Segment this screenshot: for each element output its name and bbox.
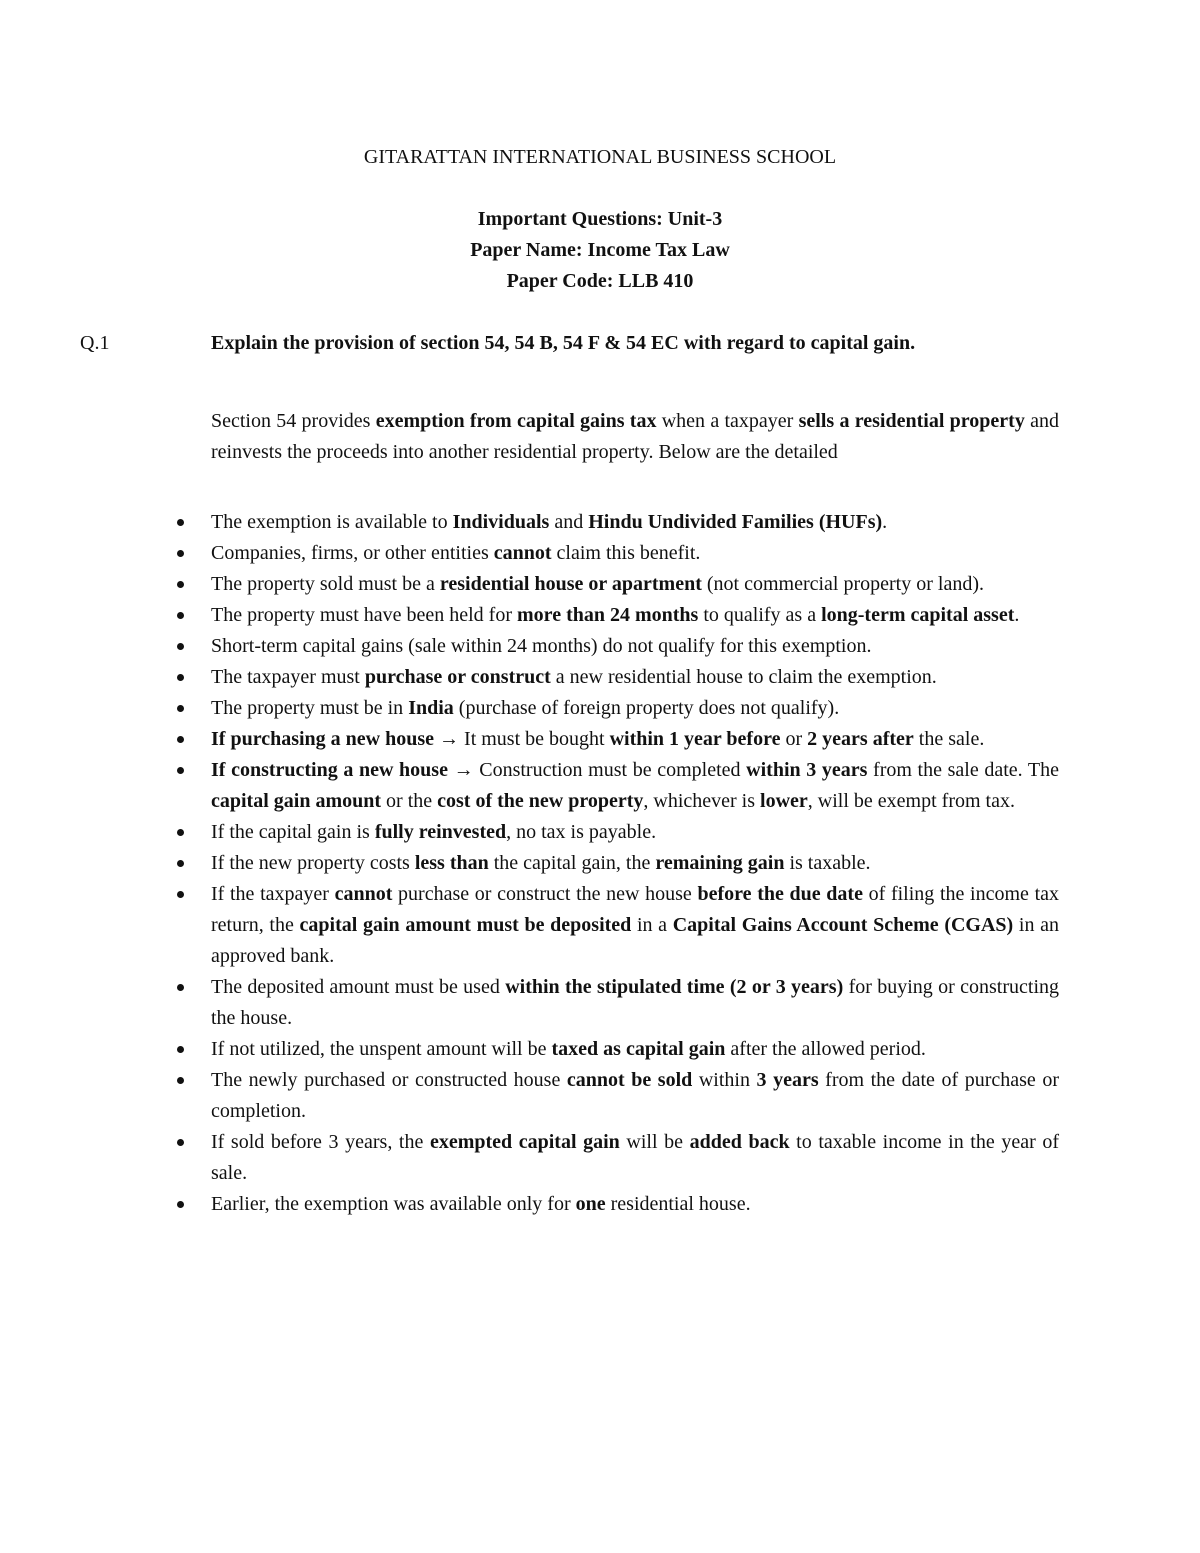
text-run: The deposited amount must be used bbox=[211, 976, 506, 998]
text-run: If not utilized, the unspent amount will be bbox=[211, 1038, 552, 1060]
text-run: to taxable income in the year of sale. bbox=[211, 1131, 1059, 1184]
text-run: , will be exempt from tax. bbox=[807, 790, 1015, 812]
list-item bbox=[211, 848, 1059, 879]
bold-text: 3 years bbox=[756, 1069, 819, 1091]
text-run: to qualify as a bbox=[698, 604, 822, 626]
text-run: The property sold must be a bbox=[211, 573, 440, 595]
bold-text: within 3 years bbox=[746, 759, 868, 781]
text-run: the sale. bbox=[913, 728, 985, 750]
text-run: and reinvests the proceeds into another residential property. Below are the detailed bbox=[211, 410, 1059, 463]
list-item bbox=[211, 972, 1059, 1034]
text-run: , no tax is payable. bbox=[506, 821, 657, 843]
bold-text: Individuals bbox=[452, 511, 550, 533]
text-run: , whichever is bbox=[643, 790, 761, 812]
text-run: or bbox=[780, 728, 808, 750]
bold-text: more than 24 months bbox=[517, 604, 699, 626]
text-run: If the taxpayer bbox=[211, 883, 335, 905]
text-run: . bbox=[882, 511, 888, 533]
list-item bbox=[211, 507, 1059, 538]
text-run: a new residential house to claim the exemption. bbox=[550, 666, 937, 688]
list-item bbox=[211, 724, 1059, 755]
list-item bbox=[211, 693, 1059, 724]
bold-text: cannot bbox=[334, 883, 393, 905]
text-run: in a bbox=[631, 914, 673, 936]
bold-text: If constructing a new house bbox=[211, 759, 448, 781]
bold-text: capital gain amount must be deposited bbox=[299, 914, 632, 936]
text-run: (purchase of foreign property does not qualify). bbox=[453, 697, 840, 719]
text-run: or the bbox=[381, 790, 438, 812]
bold-text: taxed as capital gain bbox=[551, 1038, 726, 1060]
text-run: Section 54 provides bbox=[211, 410, 376, 432]
paper-code: Paper Code: LLB 410 bbox=[506, 270, 694, 292]
unit-heading: Important Questions: Unit-3 bbox=[477, 208, 723, 230]
text-run: for buying or constructing the house. bbox=[211, 976, 1059, 1029]
text-run: . bbox=[1014, 604, 1020, 626]
text-run: → It must be bought bbox=[434, 728, 610, 750]
text-run: The property must have been held for bbox=[211, 604, 518, 626]
text-run: is taxable. bbox=[784, 852, 871, 874]
list-item bbox=[211, 755, 1059, 817]
text-run: Short-term capital gains (sale within 24 months) do not qualify for this exemption. bbox=[211, 635, 872, 657]
intro-paragraph bbox=[211, 406, 1059, 468]
bold-text: residential house or apartment bbox=[439, 573, 702, 595]
bullet-list bbox=[211, 507, 1059, 1220]
school-name: GITARATTAN INTERNATIONAL BUSINESS SCHOOL bbox=[363, 146, 837, 168]
text-run: The newly purchased or constructed house bbox=[211, 1069, 567, 1091]
list-item bbox=[211, 879, 1059, 972]
bold-text: exemption from capital gains tax bbox=[375, 410, 657, 432]
text-run: If the capital gain is bbox=[211, 821, 375, 843]
bold-text: exempted capital gain bbox=[429, 1131, 620, 1153]
list-item bbox=[211, 662, 1059, 693]
bold-text: less than bbox=[414, 852, 489, 874]
bold-text: cannot bbox=[493, 542, 552, 564]
text-run: If the new property costs bbox=[211, 852, 415, 874]
text-run: the capital gain, the bbox=[488, 852, 656, 874]
text-run: residential house. bbox=[605, 1193, 751, 1215]
text-run: (not commercial property or land). bbox=[701, 573, 984, 595]
text-run: will be bbox=[619, 1131, 690, 1153]
list-item bbox=[211, 600, 1059, 631]
list-item bbox=[211, 1034, 1059, 1065]
text-run: after the allowed period. bbox=[725, 1038, 926, 1060]
text-run: in an approved bank. bbox=[211, 914, 1059, 967]
list-item bbox=[211, 569, 1059, 600]
text-run: claim this benefit. bbox=[551, 542, 701, 564]
bold-text: India bbox=[408, 697, 454, 719]
text-run: of filing the income tax return, the bbox=[211, 883, 1059, 936]
list-item bbox=[211, 1065, 1059, 1127]
bold-text: sells a residential property bbox=[798, 410, 1025, 432]
list-item bbox=[211, 1189, 1059, 1220]
bold-text: remaining gain bbox=[655, 852, 785, 874]
bold-text: lower bbox=[760, 790, 808, 812]
bold-text: within 1 year before bbox=[609, 728, 781, 750]
list-item bbox=[211, 538, 1059, 569]
bold-text: cost of the new property bbox=[437, 790, 644, 812]
text-run: The exemption is available to bbox=[211, 511, 453, 533]
bold-text: cannot be sold bbox=[566, 1069, 693, 1091]
text-run: Companies, firms, or other entities bbox=[211, 542, 494, 564]
text-run: when a taxpayer bbox=[656, 410, 799, 432]
text-run: from the sale date. The bbox=[867, 759, 1060, 781]
question-text: Explain the provision of section 54, 54 B, 54 F & 54 EC with regard to capital gain. bbox=[211, 332, 916, 354]
text-run: The property must be in bbox=[211, 697, 409, 719]
bold-text: Capital Gains Account Scheme (CGAS) bbox=[672, 914, 1014, 936]
paper-name: Paper Name: Income Tax Law bbox=[470, 239, 730, 261]
bold-text: fully reinvested bbox=[374, 821, 507, 843]
text-run: purchase or construct the new house bbox=[392, 883, 698, 905]
list-item bbox=[211, 1127, 1059, 1189]
bold-text: one bbox=[575, 1193, 606, 1215]
list-item bbox=[211, 817, 1059, 848]
bold-text: If purchasing a new house bbox=[211, 728, 435, 750]
bold-text: added back bbox=[689, 1131, 790, 1153]
text-run: The taxpayer must bbox=[211, 666, 365, 688]
text-run: and bbox=[549, 511, 589, 533]
list-item bbox=[211, 631, 1059, 662]
question-number: Q.1 bbox=[80, 332, 110, 354]
text-run: → Construction must be completed bbox=[447, 759, 747, 781]
text-run: Earlier, the exemption was available only for bbox=[211, 1193, 576, 1215]
bold-text: before the due date bbox=[697, 883, 863, 905]
bold-text: long-term capital asset bbox=[821, 604, 1015, 626]
text-run: from the date of purchase or completion. bbox=[211, 1069, 1059, 1122]
text-run: within bbox=[692, 1069, 757, 1091]
bold-text: capital gain amount bbox=[211, 790, 382, 812]
bold-text: Hindu Undivided Families (HUFs) bbox=[588, 511, 883, 533]
bold-text: 2 years after bbox=[807, 728, 914, 750]
bold-text: within the stipulated time (2 or 3 years) bbox=[505, 976, 844, 998]
text-run: If sold before 3 years, the bbox=[211, 1131, 430, 1153]
bold-text: purchase or construct bbox=[364, 666, 551, 688]
